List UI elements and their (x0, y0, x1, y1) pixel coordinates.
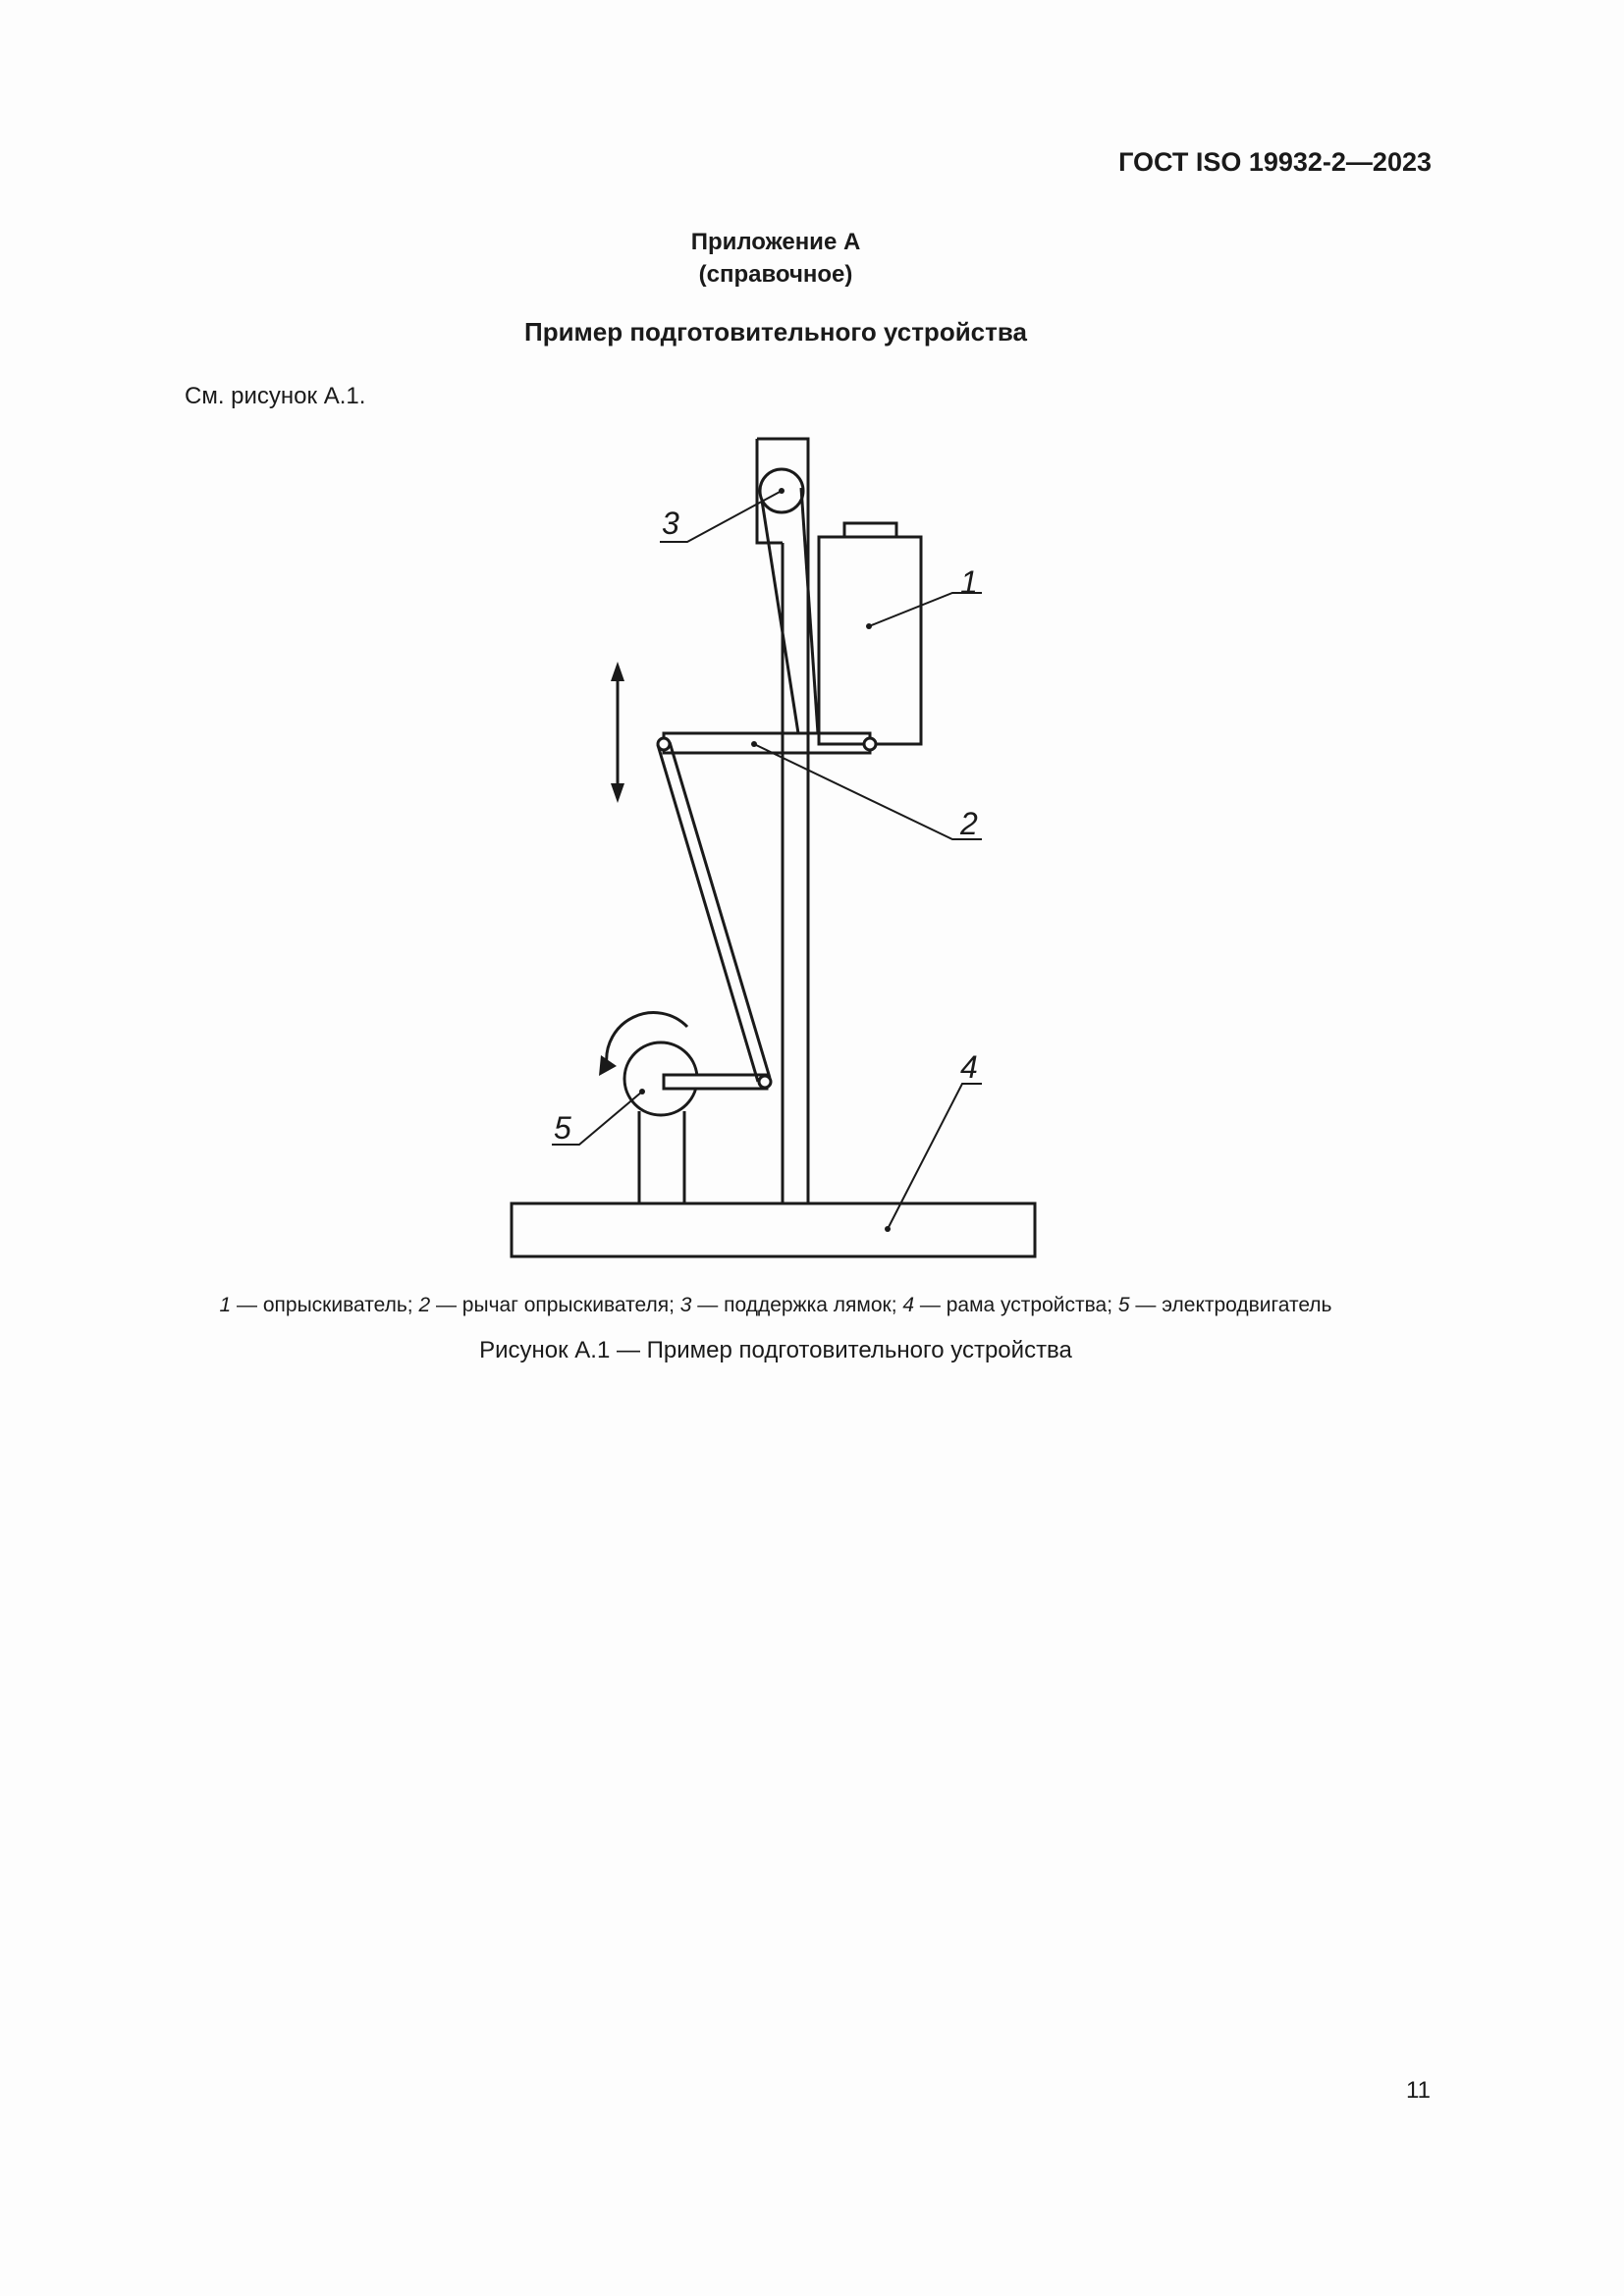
callout-2: 2 (960, 806, 978, 841)
lever-pivot-right (864, 738, 876, 750)
legend-text-5: — электродвигатель (1129, 1294, 1332, 1316)
callout-4: 4 (960, 1049, 978, 1085)
section-title: Пример подготовительного устройства (524, 317, 1027, 347)
legend-text-3: — поддержка лямок; (691, 1294, 903, 1316)
arrow-down-head-icon (611, 783, 624, 803)
legend-num-3: 3 (679, 1294, 692, 1316)
sprayer-cap (844, 523, 896, 537)
figure-legend (0, 1294, 1551, 1317)
legend-num-2: 2 (418, 1294, 431, 1316)
lever-pivot-left (658, 738, 670, 750)
annex-title: Приложение А (690, 229, 861, 255)
legend-num-5: 5 (1117, 1294, 1130, 1316)
motor-crank-arm (664, 1075, 767, 1089)
callout-5: 5 (554, 1110, 571, 1146)
legend-num-4: 4 (902, 1294, 915, 1316)
crank-pivot (759, 1076, 771, 1088)
figure-reference-text: См. рисунок А.1. (185, 383, 366, 409)
annex-type: (справочное) (698, 261, 853, 288)
connecting-rod-right (670, 742, 770, 1078)
legend-num-1: 1 (219, 1294, 232, 1316)
callout-3: 3 (662, 506, 679, 541)
leader-2 (754, 744, 982, 839)
callout-1: 1 (960, 564, 978, 600)
sprayer-body (819, 537, 921, 744)
device-frame-base (512, 1203, 1035, 1256)
legend-text-1: — опрыскиватель; (231, 1294, 419, 1316)
connecting-rod-left (658, 745, 758, 1082)
document-code: ГОСТ ISO 19932-2—2023 (1118, 147, 1432, 177)
strap-line-left (762, 501, 798, 733)
leader-4 (888, 1084, 982, 1229)
arrow-up-head-icon (611, 662, 624, 681)
page-number: 11 (1406, 2077, 1431, 2104)
figure-caption: Рисунок А.1 — Пример подготовительного устройства (479, 1337, 1072, 1363)
legend-text-4: — рама устройства; (914, 1294, 1118, 1316)
legend-text-2: — рычаг опрыскивателя; (430, 1294, 680, 1316)
